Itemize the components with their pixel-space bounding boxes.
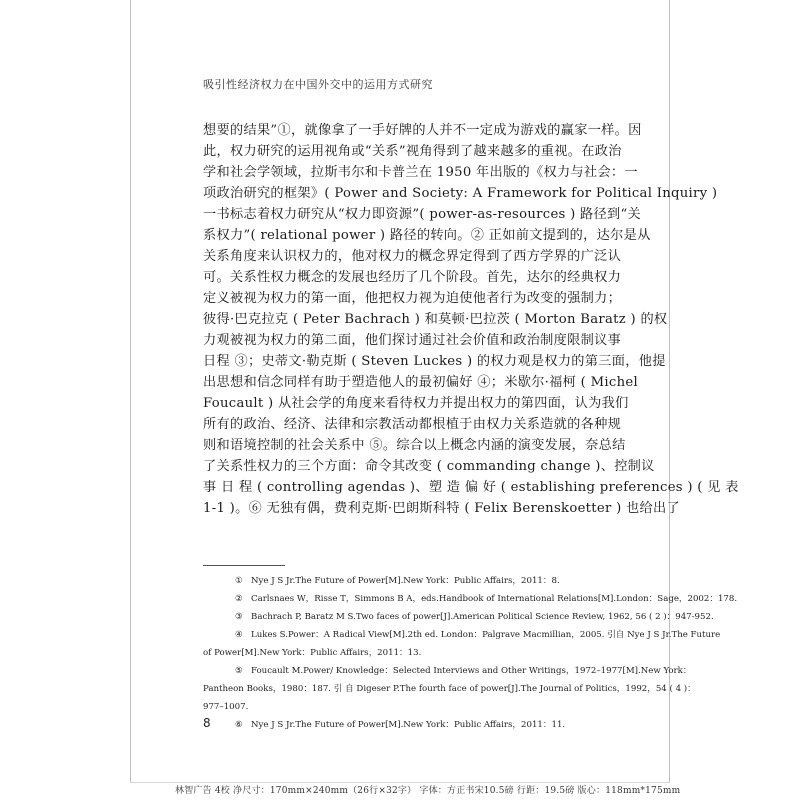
footnote-5-continued: 977–1007. <box>203 702 249 712</box>
body-line: 关系角度来认识权力的，他对权力的概念界定得到了西方学界的广泛认 <box>203 249 622 264</box>
body-line: 1-1 )。⑥ 无独有偶，费利克斯·巴朗斯科特 ( Felix Berenskoetter ) 也给出了 <box>203 501 680 516</box>
footnote-1 <box>203 572 600 590</box>
body-line: 可。关系性权力概念的发展也经历了几个阶段。首先，达尔的经典权力 <box>203 270 622 285</box>
footnote-5-continued: Pantheon Books，1980：187. 引 自 Digeser P.The fourth face of power[J].The Journal of Politics，1992，54 ( 4 )： <box>203 684 696 694</box>
body-line: 学和社会学领域，拉斯韦尔和卡普兰在 1950 年出版的《权力与社会：一 <box>203 165 638 180</box>
footnote-5 <box>203 662 692 680</box>
body-line: 定义被视为权力的第一面，他把权力视为迫使他者行为改变的强制力； <box>203 291 622 306</box>
body-text <box>203 120 739 519</box>
body-line: 项政治研究的框架》( Power and Society: A Framework for Political Inquiry ) <box>203 186 718 201</box>
body-line: 彼得·巴克拉克 ( Peter Bachrach ) 和莫顿·巴拉茨 ( Morton Baratz ) 的权 <box>203 312 668 327</box>
footnote-mark: ① <box>235 576 243 586</box>
footnote-4 <box>203 626 721 644</box>
footnote-text: Nye J S Jr.The Future of Power[M].New York：Public Affairs，2011：11. <box>251 720 566 730</box>
footnote-mark: ④ <box>235 630 243 640</box>
footnote-3 <box>203 608 714 626</box>
body-line: 所有的政治、经济、法律和宗教活动都根植于由权力关系造就的各种规 <box>203 417 622 432</box>
footnote-text: Foucault M.Power/ Knowledge：Selected Interviews and Other Writings，1972–1977[M].New York： <box>251 666 692 676</box>
footnote-6 <box>203 716 600 734</box>
body-line: 此，权力研究的运用视角或“关系”视角得到了越来越多的重视。在政治 <box>203 144 622 159</box>
footnote-2 <box>203 590 738 608</box>
body-line: 系权力”( relational power ) 路径的转向。② 正如前文提到的，达尔是从 <box>203 228 651 243</box>
footnote-text: Bachrach P, Baratz M S.Two faces of power[J].American Political Science Review, 1962, 56 ( 2 )：947-952. <box>251 612 714 622</box>
body-line: Foucault ) 从社会学的角度来看待权力并提出权力的第四面，认为我们 <box>203 396 629 411</box>
footnote-text: Nye J S Jr.The Future of Power[M].New York：Public Affairs，2011：8. <box>251 576 560 586</box>
footnotes <box>203 572 738 734</box>
footnote-text: Carlsnaes W，Risse T，Simmons B A，eds.Handbook of International Relations[M].London：Sage，2002：178. <box>251 594 738 604</box>
footnote-rule <box>203 565 285 566</box>
body-line: 想要的结果”①，就像拿了一手好牌的人并不一定成为游戏的赢家一样。因 <box>203 123 642 138</box>
print-spec-line: 林智广告 4校 净尺寸：170mm×240mm（26行×32字） 字体：方正书宋10.5磅 行距：19.5磅 版心：118mm*175mm <box>175 786 681 796</box>
body-line: 了关系性权力的三个方面：命令其改变 ( commanding change )、控制议 <box>203 459 655 474</box>
body-line: 力观被视为权力的第二面，他们探讨通过社会价值和政治制度限制议事 <box>203 333 622 348</box>
footnote-mark: ③ <box>235 612 243 622</box>
footnote-mark: ⑥ <box>235 720 243 730</box>
running-header: 吸引性经济权力在中国外交中的运用方式研究 <box>203 78 433 91</box>
footnote-4-continued: of Power[M].New York：Public Affairs，2011：13. <box>203 648 422 658</box>
body-line: 则和语境控制的社会关系中 ⑤。综合以上概念内涵的演变发展，奈总结 <box>203 438 626 453</box>
footnote-mark: ⑤ <box>235 666 243 676</box>
footnote-mark: ② <box>235 594 243 604</box>
body-line: 事 日 程 ( controlling agendas )、塑 造 偏 好 ( establishing preferences ) ( 见 表 <box>203 480 739 495</box>
footnote-text: Lukes S.Power：A Radical View[M].2th ed. London：Palgrave Macmillian，2005. 引自 Nye J S Jr.The Future <box>251 630 721 640</box>
body-line: 一书标志着权力研究从“权力即资源”( power-as-resources ) 路径到“关 <box>203 207 642 222</box>
body-line: 日程 ③；史蒂文·勒克斯 ( Steven Luckes ) 的权力观是权力的第三面，他提 <box>203 354 666 369</box>
page-number: 8 <box>203 716 211 730</box>
body-line: 出思想和信念同样有助于塑造他人的最初偏好 ④；米歇尔·福柯 ( Michel <box>203 375 638 390</box>
